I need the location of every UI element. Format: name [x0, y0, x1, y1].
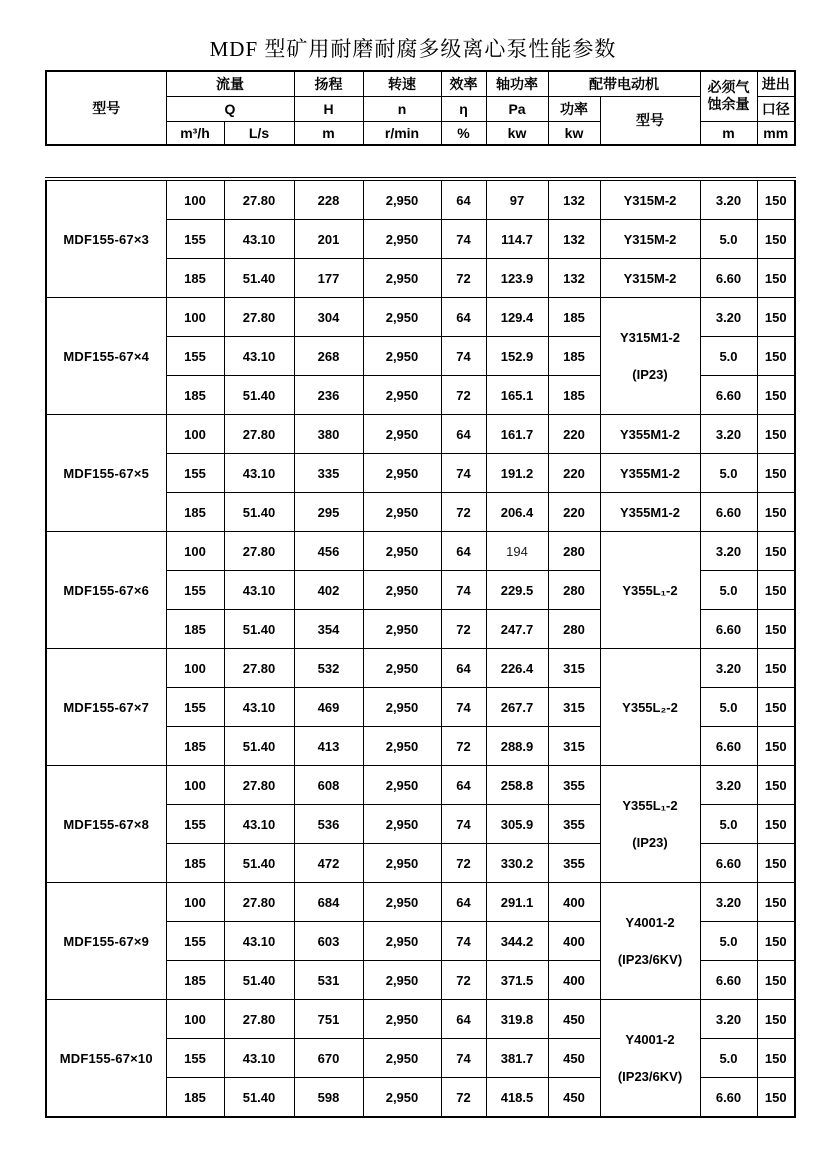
table-row — [46, 649, 795, 688]
motor-model-line: (IP23/6KV) — [617, 1069, 683, 1084]
header-npsh-line1: 必须气 — [707, 79, 750, 96]
head-cell: 402 — [294, 571, 363, 610]
motor-power-cell: 315 — [548, 727, 600, 766]
motor-power-cell: 280 — [548, 571, 600, 610]
motor-model-cell: Y315M-2 — [600, 220, 700, 259]
table-top-rule — [45, 177, 796, 178]
table-row — [46, 298, 795, 337]
motor-power-cell: 400 — [548, 883, 600, 922]
port-diameter-cell: 150 — [757, 688, 795, 727]
header-unit-m3h: m³/h — [166, 121, 224, 145]
port-diameter-cell: 150 — [757, 454, 795, 493]
flow-ls-cell: 27.80 — [224, 532, 294, 571]
header-unit-rmin: r/min — [363, 121, 441, 145]
motor-power-cell: 450 — [548, 1039, 600, 1078]
flow-m3h-cell: 100 — [166, 649, 224, 688]
table-row — [46, 181, 795, 220]
header-unit-kw-motor: kw — [548, 121, 600, 145]
pump-model-cell: MDF155-67×7 — [46, 649, 166, 766]
npsh-cell: 5.0 — [700, 922, 757, 961]
npsh-cell: 3.20 — [700, 649, 757, 688]
port-diameter-cell: 150 — [757, 649, 795, 688]
shaft-power-cell: 247.7 — [486, 610, 548, 649]
efficiency-cell: 74 — [441, 1039, 486, 1078]
header-unit-m: m — [294, 121, 363, 145]
motor-power-cell: 280 — [548, 610, 600, 649]
shaft-power-cell: 191.2 — [486, 454, 548, 493]
flow-m3h-cell: 155 — [166, 1039, 224, 1078]
head-cell: 608 — [294, 766, 363, 805]
speed-cell: 2,950 — [363, 376, 441, 415]
shaft-power-cell: 291.1 — [486, 883, 548, 922]
motor-power-cell: 132 — [548, 181, 600, 220]
head-cell: 335 — [294, 454, 363, 493]
shaft-power-cell: 123.9 — [486, 259, 548, 298]
pump-model-cell: MDF155-67×6 — [46, 532, 166, 649]
speed-cell: 2,950 — [363, 1039, 441, 1078]
flow-ls-cell: 43.10 — [224, 1039, 294, 1078]
motor-power-cell: 450 — [548, 1000, 600, 1039]
header-port-line1: 进出 — [757, 71, 795, 96]
head-cell: 354 — [294, 610, 363, 649]
speed-cell: 2,950 — [363, 922, 441, 961]
port-diameter-cell: 150 — [757, 844, 795, 883]
shaft-power-cell: 229.5 — [486, 571, 548, 610]
shaft-power-cell: 344.2 — [486, 922, 548, 961]
motor-model-cell — [600, 1000, 700, 1118]
flow-m3h-cell: 100 — [166, 766, 224, 805]
flow-ls-cell: 51.40 — [224, 610, 294, 649]
port-diameter-cell: 150 — [757, 961, 795, 1000]
pump-model-cell: MDF155-67×5 — [46, 415, 166, 532]
header-unit-ls: L/s — [224, 121, 294, 145]
port-diameter-cell: 150 — [757, 337, 795, 376]
speed-cell: 2,950 — [363, 805, 441, 844]
motor-power-cell: 280 — [548, 532, 600, 571]
port-diameter-cell: 150 — [757, 727, 795, 766]
header-npsh — [700, 71, 757, 121]
head-cell: 670 — [294, 1039, 363, 1078]
shaft-power-cell: 194 — [486, 532, 548, 571]
shaft-power-cell: 305.9 — [486, 805, 548, 844]
port-diameter-cell: 150 — [757, 1078, 795, 1118]
flow-ls-cell: 27.80 — [224, 1000, 294, 1039]
motor-power-cell: 450 — [548, 1078, 600, 1118]
motor-power-cell: 220 — [548, 454, 600, 493]
port-diameter-cell: 150 — [757, 883, 795, 922]
head-cell: 304 — [294, 298, 363, 337]
port-diameter-cell: 150 — [757, 532, 795, 571]
flow-ls-cell: 51.40 — [224, 961, 294, 1000]
pump-model-cell: MDF155-67×9 — [46, 883, 166, 1000]
flow-ls-cell: 51.40 — [224, 493, 294, 532]
head-cell: 228 — [294, 181, 363, 220]
header-unit-mm: mm — [757, 121, 795, 145]
shaft-power-cell: 288.9 — [486, 727, 548, 766]
npsh-cell: 5.0 — [700, 571, 757, 610]
table-row — [46, 1000, 795, 1039]
motor-power-cell: 315 — [548, 688, 600, 727]
flow-m3h-cell: 185 — [166, 1078, 224, 1118]
flow-m3h-cell: 155 — [166, 571, 224, 610]
motor-model-line: (IP23) — [632, 367, 668, 382]
motor-power-cell: 355 — [548, 844, 600, 883]
npsh-cell: 5.0 — [700, 1039, 757, 1078]
efficiency-cell: 64 — [441, 415, 486, 454]
flow-ls-cell: 51.40 — [224, 376, 294, 415]
flow-m3h-cell: 100 — [166, 181, 224, 220]
header-efficiency-symbol: η — [441, 96, 486, 121]
header-port-line2: 口径 — [757, 96, 795, 121]
page-title: MDF 型矿用耐磨耐腐多级离心泵性能参数 — [209, 37, 617, 61]
head-cell: 456 — [294, 532, 363, 571]
efficiency-cell: 64 — [441, 649, 486, 688]
port-diameter-cell: 150 — [757, 181, 795, 220]
efficiency-cell: 72 — [441, 493, 486, 532]
header-head-symbol: H — [294, 96, 363, 121]
motor-model-cell — [600, 298, 700, 415]
flow-m3h-cell: 155 — [166, 220, 224, 259]
speed-cell: 2,950 — [363, 961, 441, 1000]
head-cell: 751 — [294, 1000, 363, 1039]
shaft-power-cell: 97 — [486, 181, 548, 220]
shaft-power-cell: 226.4 — [486, 649, 548, 688]
header-shaft-power: 轴功率 — [486, 71, 548, 96]
speed-cell: 2,950 — [363, 220, 441, 259]
efficiency-cell: 74 — [441, 337, 486, 376]
efficiency-cell: 64 — [441, 883, 486, 922]
table-row — [46, 532, 795, 571]
npsh-cell: 6.60 — [700, 1078, 757, 1118]
flow-m3h-cell: 155 — [166, 805, 224, 844]
motor-power-cell: 355 — [548, 766, 600, 805]
motor-power-cell: 132 — [548, 220, 600, 259]
flow-ls-cell: 43.10 — [224, 571, 294, 610]
npsh-cell: 5.0 — [700, 805, 757, 844]
flow-ls-cell: 27.80 — [224, 649, 294, 688]
head-cell: 295 — [294, 493, 363, 532]
motor-power-cell: 355 — [548, 805, 600, 844]
flow-ls-cell: 51.40 — [224, 727, 294, 766]
efficiency-cell: 72 — [441, 727, 486, 766]
port-diameter-cell: 150 — [757, 220, 795, 259]
head-cell: 472 — [294, 844, 363, 883]
flow-m3h-cell: 185 — [166, 727, 224, 766]
header-motor-model: 型号 — [600, 96, 700, 145]
flow-m3h-cell: 100 — [166, 883, 224, 922]
flow-ls-cell: 27.80 — [224, 181, 294, 220]
shaft-power-cell: 330.2 — [486, 844, 548, 883]
head-cell: 598 — [294, 1078, 363, 1118]
header-efficiency: 效率 — [441, 71, 486, 96]
motor-power-cell: 132 — [548, 259, 600, 298]
efficiency-cell: 74 — [441, 805, 486, 844]
header-unit-kw-shaft: kw — [486, 121, 548, 145]
efficiency-cell: 72 — [441, 961, 486, 1000]
pump-model-cell: MDF155-67×4 — [46, 298, 166, 415]
shaft-power-cell: 161.7 — [486, 415, 548, 454]
shaft-power-cell: 258.8 — [486, 766, 548, 805]
header-npsh-line2: 蚀余量 — [707, 96, 750, 113]
header-flow-symbol: Q — [166, 96, 294, 121]
npsh-cell: 6.60 — [700, 727, 757, 766]
npsh-cell: 3.20 — [700, 766, 757, 805]
npsh-cell: 5.0 — [700, 337, 757, 376]
head-cell: 469 — [294, 688, 363, 727]
efficiency-cell: 72 — [441, 259, 486, 298]
flow-m3h-cell: 100 — [166, 298, 224, 337]
header-speed-symbol: n — [363, 96, 441, 121]
speed-cell: 2,950 — [363, 1000, 441, 1039]
header-motor: 配带电动机 — [548, 71, 700, 96]
flow-ls-cell: 27.80 — [224, 766, 294, 805]
efficiency-cell: 74 — [441, 922, 486, 961]
head-cell: 532 — [294, 649, 363, 688]
flow-m3h-cell: 185 — [166, 259, 224, 298]
efficiency-cell: 64 — [441, 298, 486, 337]
motor-model-line: Y315M1-2 — [620, 330, 680, 345]
speed-cell: 2,950 — [363, 493, 441, 532]
motor-model-line: Y4001-2 — [625, 1032, 675, 1047]
npsh-cell: 6.60 — [700, 961, 757, 1000]
speed-cell: 2,950 — [363, 571, 441, 610]
flow-ls-cell: 51.40 — [224, 1078, 294, 1118]
table-row — [46, 415, 795, 454]
port-diameter-cell: 150 — [757, 766, 795, 805]
speed-cell: 2,950 — [363, 298, 441, 337]
motor-power-cell: 220 — [548, 493, 600, 532]
flow-ls-cell: 43.10 — [224, 922, 294, 961]
motor-power-cell: 185 — [548, 298, 600, 337]
shaft-power-cell: 165.1 — [486, 376, 548, 415]
motor-model-cell — [600, 766, 700, 883]
speed-cell: 2,950 — [363, 688, 441, 727]
shaft-power-cell: 267.7 — [486, 688, 548, 727]
efficiency-cell: 74 — [441, 688, 486, 727]
pump-model-cell: MDF155-67×10 — [46, 1000, 166, 1118]
port-diameter-cell: 150 — [757, 298, 795, 337]
speed-cell: 2,950 — [363, 727, 441, 766]
pump-model-cell: MDF155-67×3 — [46, 181, 166, 298]
port-diameter-cell: 150 — [757, 259, 795, 298]
header-head: 扬程 — [294, 71, 363, 96]
flow-m3h-cell: 185 — [166, 844, 224, 883]
efficiency-cell: 64 — [441, 532, 486, 571]
port-diameter-cell: 150 — [757, 376, 795, 415]
port-diameter-cell: 150 — [757, 493, 795, 532]
shaft-power-cell: 129.4 — [486, 298, 548, 337]
port-diameter-cell: 150 — [757, 1000, 795, 1039]
shaft-power-cell: 114.7 — [486, 220, 548, 259]
motor-model-cell: Y315M-2 — [600, 259, 700, 298]
head-cell: 531 — [294, 961, 363, 1000]
efficiency-cell: 74 — [441, 571, 486, 610]
shaft-power-cell: 319.8 — [486, 1000, 548, 1039]
motor-model-line: Y4001-2 — [625, 915, 675, 930]
speed-cell: 2,950 — [363, 181, 441, 220]
flow-m3h-cell: 100 — [166, 532, 224, 571]
npsh-cell: 6.60 — [700, 610, 757, 649]
shaft-power-cell: 206.4 — [486, 493, 548, 532]
npsh-cell: 3.20 — [700, 1000, 757, 1039]
shaft-power-cell: 418.5 — [486, 1078, 548, 1118]
flow-ls-cell: 43.10 — [224, 454, 294, 493]
motor-model-cell: Y355M1-2 — [600, 493, 700, 532]
flow-ls-cell: 51.40 — [224, 844, 294, 883]
flow-m3h-cell: 185 — [166, 493, 224, 532]
speed-cell: 2,950 — [363, 610, 441, 649]
head-cell: 536 — [294, 805, 363, 844]
motor-power-cell: 185 — [548, 337, 600, 376]
npsh-cell: 3.20 — [700, 181, 757, 220]
flow-ls-cell: 27.80 — [224, 298, 294, 337]
table-row — [46, 766, 795, 805]
motor-model-line: Y355L₁-2 — [622, 582, 678, 598]
head-cell: 413 — [294, 727, 363, 766]
flow-m3h-cell: 185 — [166, 610, 224, 649]
motor-model-cell: Y315M-2 — [600, 181, 700, 220]
efficiency-cell: 64 — [441, 1000, 486, 1039]
npsh-cell: 6.60 — [700, 844, 757, 883]
header-flow: 流量 — [166, 71, 294, 96]
efficiency-cell: 74 — [441, 454, 486, 493]
speed-cell: 2,950 — [363, 415, 441, 454]
npsh-cell: 6.60 — [700, 376, 757, 415]
flow-ls-cell: 43.10 — [224, 337, 294, 376]
flow-ls-cell: 27.80 — [224, 415, 294, 454]
flow-ls-cell: 43.10 — [224, 220, 294, 259]
table-row — [46, 883, 795, 922]
speed-cell: 2,950 — [363, 883, 441, 922]
motor-power-cell: 185 — [548, 376, 600, 415]
spec-table-body — [45, 180, 796, 1118]
head-cell: 603 — [294, 922, 363, 961]
npsh-cell: 3.20 — [700, 883, 757, 922]
motor-power-cell: 220 — [548, 415, 600, 454]
motor-power-cell: 315 — [548, 649, 600, 688]
head-cell: 684 — [294, 883, 363, 922]
head-cell: 177 — [294, 259, 363, 298]
header-motor-power: 功率 — [548, 96, 600, 121]
npsh-cell: 3.20 — [700, 532, 757, 571]
speed-cell: 2,950 — [363, 337, 441, 376]
motor-power-cell: 400 — [548, 961, 600, 1000]
flow-m3h-cell: 155 — [166, 922, 224, 961]
head-cell: 236 — [294, 376, 363, 415]
header-pump-model: 型号 — [46, 71, 166, 145]
head-cell: 268 — [294, 337, 363, 376]
head-cell: 201 — [294, 220, 363, 259]
efficiency-cell: 64 — [441, 766, 486, 805]
shaft-power-cell: 381.7 — [486, 1039, 548, 1078]
header-unit-npsh-m: m — [700, 121, 757, 145]
efficiency-cell: 72 — [441, 844, 486, 883]
flow-m3h-cell: 100 — [166, 1000, 224, 1039]
flow-m3h-cell: 155 — [166, 688, 224, 727]
motor-model-cell: Y355M1-2 — [600, 454, 700, 493]
flow-m3h-cell: 155 — [166, 454, 224, 493]
speed-cell: 2,950 — [363, 532, 441, 571]
flow-m3h-cell: 185 — [166, 961, 224, 1000]
efficiency-cell: 72 — [441, 1078, 486, 1118]
port-diameter-cell: 150 — [757, 922, 795, 961]
motor-model-cell — [600, 649, 700, 766]
efficiency-cell: 72 — [441, 376, 486, 415]
flow-ls-cell: 51.40 — [224, 259, 294, 298]
npsh-cell: 3.20 — [700, 298, 757, 337]
npsh-cell: 5.0 — [700, 454, 757, 493]
speed-cell: 2,950 — [363, 766, 441, 805]
speed-cell: 2,950 — [363, 1078, 441, 1118]
flow-m3h-cell: 155 — [166, 337, 224, 376]
npsh-cell: 6.60 — [700, 493, 757, 532]
flow-m3h-cell: 100 — [166, 415, 224, 454]
npsh-cell: 6.60 — [700, 259, 757, 298]
header-shaft-power-symbol: Pa — [486, 96, 548, 121]
motor-model-line: Y355L₂-2 — [622, 699, 678, 715]
efficiency-cell: 74 — [441, 220, 486, 259]
port-diameter-cell: 150 — [757, 571, 795, 610]
flow-ls-cell: 43.10 — [224, 688, 294, 727]
flow-ls-cell: 43.10 — [224, 805, 294, 844]
npsh-cell: 3.20 — [700, 415, 757, 454]
shaft-power-cell: 371.5 — [486, 961, 548, 1000]
pump-model-cell: MDF155-67×8 — [46, 766, 166, 883]
spec-table-rows — [46, 181, 795, 1118]
port-diameter-cell: 150 — [757, 805, 795, 844]
head-cell: 380 — [294, 415, 363, 454]
header-unit-pct: % — [441, 121, 486, 145]
speed-cell: 2,950 — [363, 649, 441, 688]
speed-cell: 2,950 — [363, 844, 441, 883]
motor-model-cell: Y355M1-2 — [600, 415, 700, 454]
spec-table-header — [45, 70, 796, 146]
flow-m3h-cell: 185 — [166, 376, 224, 415]
port-diameter-cell: 150 — [757, 1039, 795, 1078]
motor-power-cell: 400 — [548, 922, 600, 961]
efficiency-cell: 72 — [441, 610, 486, 649]
motor-model-line: Y355L₁-2 — [622, 798, 678, 813]
motor-model-cell — [600, 532, 700, 649]
port-diameter-cell: 150 — [757, 415, 795, 454]
speed-cell: 2,950 — [363, 259, 441, 298]
port-diameter-cell: 150 — [757, 610, 795, 649]
efficiency-cell: 64 — [441, 181, 486, 220]
header-speed: 转速 — [363, 71, 441, 96]
npsh-cell: 5.0 — [700, 220, 757, 259]
motor-model-cell — [600, 883, 700, 1000]
npsh-cell: 5.0 — [700, 688, 757, 727]
shaft-power-cell: 152.9 — [486, 337, 548, 376]
flow-ls-cell: 27.80 — [224, 883, 294, 922]
motor-model-line: (IP23/6KV) — [617, 952, 683, 967]
motor-model-line: (IP23) — [632, 835, 668, 850]
speed-cell: 2,950 — [363, 454, 441, 493]
